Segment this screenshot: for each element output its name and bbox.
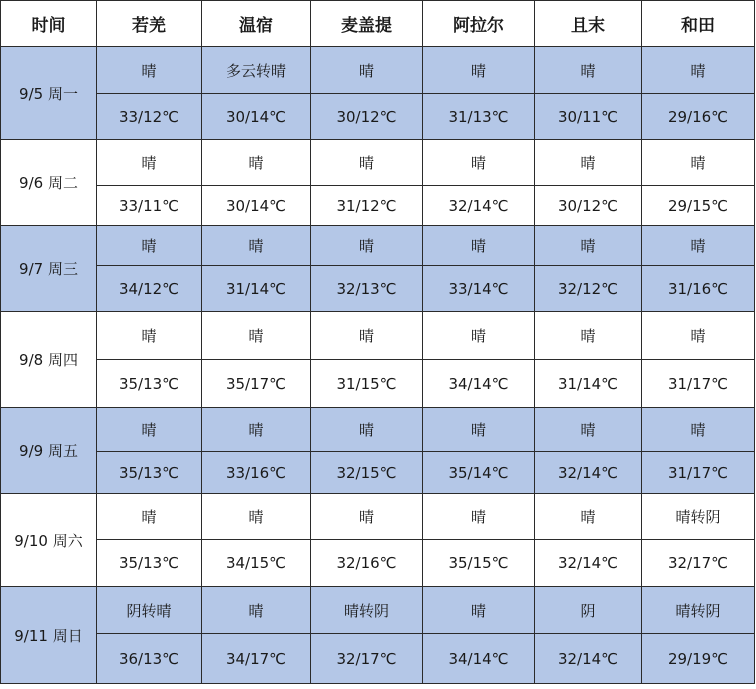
header-city: 麦盖提 (311, 1, 423, 47)
weather-cell: 晴 (642, 312, 755, 360)
header-city: 和田 (642, 1, 755, 47)
temp-cell: 33/12℃ (97, 94, 202, 140)
weather-cell: 晴 (202, 140, 311, 186)
temp-cell: 35/13℃ (97, 452, 202, 494)
weather-row (1, 494, 755, 540)
weather-cell: 晴 (423, 312, 535, 360)
temp-cell: 29/15℃ (642, 186, 755, 226)
date-cell: 9/9 周五 (1, 408, 97, 494)
temp-cell: 32/14℃ (423, 186, 535, 226)
header-city: 阿拉尔 (423, 1, 535, 47)
weather-cell: 晴 (97, 226, 202, 266)
weather-cell: 晴 (423, 226, 535, 266)
temp-cell: 31/17℃ (642, 452, 755, 494)
temp-cell: 32/15℃ (311, 452, 423, 494)
temp-cell: 30/12℃ (311, 94, 423, 140)
weather-cell: 晴 (423, 47, 535, 94)
date-cell: 9/6 周二 (1, 140, 97, 226)
weather-cell: 晴 (423, 140, 535, 186)
weather-cell: 晴 (202, 494, 311, 540)
temp-cell: 34/14℃ (423, 634, 535, 684)
weather-cell: 晴 (535, 312, 642, 360)
weather-cell: 晴 (311, 140, 423, 186)
temp-cell: 35/17℃ (202, 360, 311, 408)
forecast-body (1, 47, 755, 684)
weather-cell: 晴 (535, 47, 642, 94)
weather-cell: 晴 (535, 140, 642, 186)
weather-cell: 阴 (535, 587, 642, 634)
temp-cell: 36/13℃ (97, 634, 202, 684)
weather-cell: 晴 (97, 312, 202, 360)
weather-cell: 晴 (202, 587, 311, 634)
weather-row (1, 47, 755, 94)
header-city: 温宿 (202, 1, 311, 47)
weather-cell: 晴 (97, 408, 202, 452)
temp-cell: 31/15℃ (311, 360, 423, 408)
date-cell: 9/10 周六 (1, 494, 97, 587)
temp-cell: 32/14℃ (535, 540, 642, 587)
weather-cell: 晴 (311, 408, 423, 452)
temp-cell: 34/17℃ (202, 634, 311, 684)
temp-cell: 32/14℃ (535, 634, 642, 684)
temp-cell: 32/12℃ (535, 266, 642, 312)
temp-cell: 33/16℃ (202, 452, 311, 494)
weather-row (1, 408, 755, 452)
temp-cell: 30/14℃ (202, 186, 311, 226)
temp-cell: 35/14℃ (423, 452, 535, 494)
temp-cell: 32/16℃ (311, 540, 423, 587)
weather-cell: 晴 (97, 47, 202, 94)
temp-row (1, 540, 755, 587)
weather-row (1, 140, 755, 186)
weather-row (1, 226, 755, 266)
temp-cell: 32/17℃ (642, 540, 755, 587)
temp-row (1, 94, 755, 140)
temp-cell: 32/14℃ (535, 452, 642, 494)
temp-cell: 33/11℃ (97, 186, 202, 226)
weather-row (1, 312, 755, 360)
temp-cell: 30/14℃ (202, 94, 311, 140)
temp-cell: 29/16℃ (642, 94, 755, 140)
temp-cell: 35/13℃ (97, 360, 202, 408)
weather-cell: 晴转阴 (311, 587, 423, 634)
weather-cell: 晴 (642, 226, 755, 266)
header-row (1, 1, 755, 47)
header-city: 且末 (535, 1, 642, 47)
temp-row (1, 266, 755, 312)
temp-cell: 31/12℃ (311, 186, 423, 226)
weather-cell: 晴 (642, 140, 755, 186)
temp-cell: 31/14℃ (202, 266, 311, 312)
date-cell: 9/11 周日 (1, 587, 97, 684)
temp-cell: 29/19℃ (642, 634, 755, 684)
weather-cell: 晴 (642, 408, 755, 452)
date-cell: 9/5 周一 (1, 47, 97, 140)
weather-cell: 晴 (311, 226, 423, 266)
temp-cell: 30/11℃ (535, 94, 642, 140)
temp-cell: 35/13℃ (97, 540, 202, 587)
weather-cell: 晴 (202, 408, 311, 452)
weather-cell: 多云转晴 (202, 47, 311, 94)
weather-cell: 晴 (202, 226, 311, 266)
weather-cell: 晴 (311, 494, 423, 540)
temp-row (1, 186, 755, 226)
temp-cell: 34/14℃ (423, 360, 535, 408)
date-cell: 9/7 周三 (1, 226, 97, 312)
weather-cell: 晴 (423, 587, 535, 634)
header-time: 时间 (1, 1, 97, 47)
temp-cell: 31/16℃ (642, 266, 755, 312)
temp-cell: 31/13℃ (423, 94, 535, 140)
header-city: 若羌 (97, 1, 202, 47)
temp-cell: 30/12℃ (535, 186, 642, 226)
temp-cell: 34/15℃ (202, 540, 311, 587)
temp-cell: 34/12℃ (97, 266, 202, 312)
weather-cell: 晴转阴 (642, 587, 755, 634)
temp-cell: 31/17℃ (642, 360, 755, 408)
temp-row (1, 634, 755, 684)
weather-cell: 晴 (642, 47, 755, 94)
weather-cell: 晴转阴 (642, 494, 755, 540)
weather-row (1, 587, 755, 634)
date-cell: 9/8 周四 (1, 312, 97, 408)
temp-cell: 35/15℃ (423, 540, 535, 587)
weather-cell: 晴 (311, 47, 423, 94)
temp-cell: 32/13℃ (311, 266, 423, 312)
weather-cell: 晴 (423, 408, 535, 452)
weather-cell: 晴 (311, 312, 423, 360)
temp-row (1, 452, 755, 494)
weather-cell: 晴 (97, 140, 202, 186)
weather-cell: 晴 (535, 408, 642, 452)
temp-cell: 32/17℃ (311, 634, 423, 684)
temp-cell: 33/14℃ (423, 266, 535, 312)
temp-cell: 31/14℃ (535, 360, 642, 408)
weather-cell: 晴 (423, 494, 535, 540)
weather-cell: 阴转晴 (97, 587, 202, 634)
temp-row (1, 360, 755, 408)
weather-cell: 晴 (97, 494, 202, 540)
weather-cell: 晴 (535, 226, 642, 266)
weather-cell: 晴 (202, 312, 311, 360)
weather-cell: 晴 (535, 494, 642, 540)
